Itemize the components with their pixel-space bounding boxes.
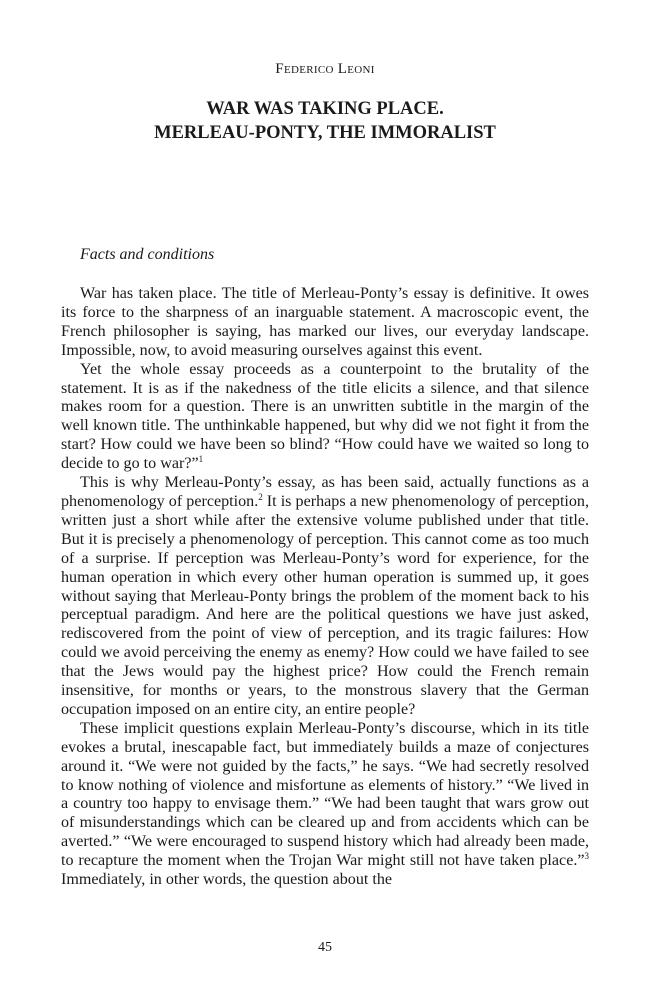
running-header-author: Federico Leoni [275, 61, 375, 77]
paragraph-text: War has taken place. The title of Merleau-Ponty’s essay is definitive. It owes its force to the sharpness of an inarguable statement. A macroscopic event, the French philosopher is saying, has marked our lives, our everyday landscape. Impossible, now, to avoid measuring ourselves against this event. [61, 285, 589, 359]
paragraph-text-continued: It is perhaps a new phenomenology of perception, written just a short while after the extensive volume published under that title. But it is precisely a phenomenology of perception. This cannot come as too much of a surprise. If perception was Merleau-Ponty’s word for experience, for the human operation in which every other human operation is summed up, it goes without saying that Merleau-Ponty brings the problem of the moment back to his perceptual paradigm. And here are the political questions we have just asked, rediscovered from the point of view of perception, and its tragic failures: How could we avoid perceiving the enemy as enemy? How could we have failed to see that the Jews would pay the highest price? How could the French remain insensitive, for months or years, to the monstrous slavery that the German occupation imposed on an entire city, an entire people? [61, 492, 589, 718]
paragraph [61, 285, 589, 361]
paragraph [61, 720, 589, 890]
paragraph-text: This is why Merleau-Ponty’s essay, as has been said, actually functions as a phenomenology of perception. [61, 474, 589, 510]
footnote-marker[interactable]: 3 [584, 851, 589, 862]
paragraph-text: Yet the whole essay proceeds as a counterpoint to the brutality of the statement. It is as if the nakedness of the title elicits a silence, and that silence makes room for a question. There is an unwritten subtitle in the margin of the well known title. The unthinkable happened, but why did we not fight it from the start? How could we have been so blind? “How could have we waited so long to decide to go to war?” [61, 360, 589, 473]
paragraph [61, 474, 589, 720]
chapter-title-line-1: WAR WAS TAKING PLACE. [206, 99, 444, 119]
paragraph-text: These implicit questions explain Merleau-Ponty’s discourse, which in its title evokes a brutal, inescapable fact, but immediately builds a maze of conjectures around it. “We were not guided by the facts,” he says. “We had secretly resolved to know nothing of violence and misfortune as elements of history.” “We lived in a country too happy to envisage them.” “We had been taught that wars grow out of misunderstandings which can be cleared up and from accidents which can be averted.” “We were encouraged to suspend history which had already been made, to recapture the moment when the Trojan War might still not have taken place.” [61, 719, 589, 870]
chapter-title-line-2: MERLEAU-PONTY, THE IMMORALIST [154, 123, 496, 143]
body-text [61, 285, 589, 890]
page-number: 45 [318, 940, 332, 955]
paragraph [61, 361, 589, 474]
paragraph-text-continued: Immediately, in other words, the question about the [61, 871, 393, 889]
footnote-marker[interactable]: 2 [258, 491, 263, 502]
chapter-title [0, 97, 650, 145]
footnote-marker[interactable]: 1 [198, 454, 204, 465]
section-heading: Facts and conditions [80, 246, 215, 263]
